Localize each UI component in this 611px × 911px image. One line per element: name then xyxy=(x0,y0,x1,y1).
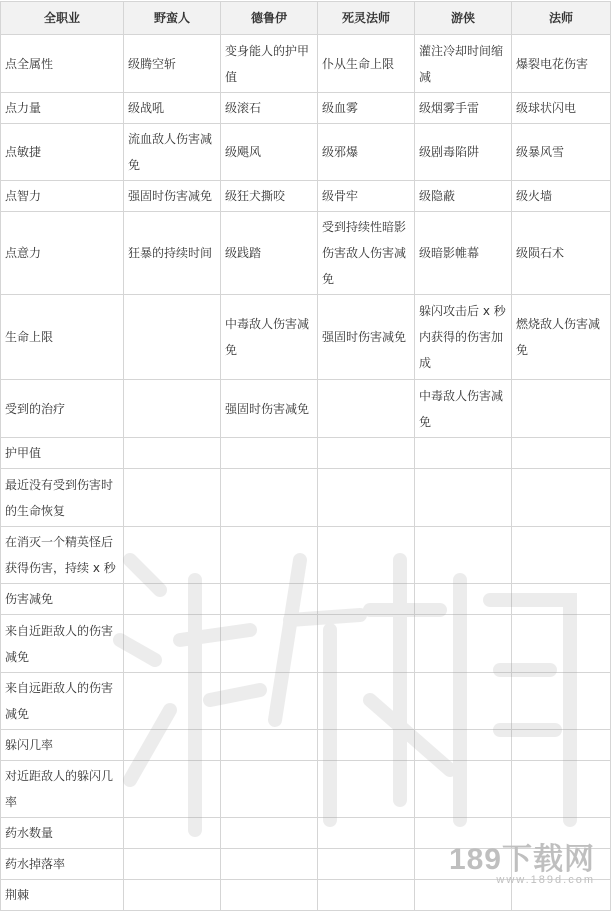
cell-necromancer: 仆从生命上限 xyxy=(318,35,415,93)
cell-rogue: 级烟雾手雷 xyxy=(415,93,512,124)
cell-barbarian xyxy=(124,761,221,818)
cell-sorcerer: 级陨石术 xyxy=(512,212,611,295)
cell-druid: 级飓风 xyxy=(221,124,318,181)
cell-barbarian xyxy=(124,295,221,380)
cell-necromancer: 受到持续性暗影伤害敌人伤害减免 xyxy=(318,212,415,295)
cell-sorcerer: 级球状闪电 xyxy=(512,93,611,124)
cell-rogue: 级隐蔽 xyxy=(415,181,512,212)
table-row xyxy=(1,438,611,469)
cell-barbarian: 强固时伤害减免 xyxy=(124,181,221,212)
header-rogue: 游侠 xyxy=(415,2,512,35)
cell-sorcerer xyxy=(512,438,611,469)
cell-druid xyxy=(221,673,318,730)
table-body xyxy=(1,35,611,911)
cell-sorcerer xyxy=(512,615,611,673)
cell-attribute: 点力量 xyxy=(1,93,124,124)
cell-barbarian xyxy=(124,469,221,527)
cell-druid: 变身能人的护甲值 xyxy=(221,35,318,93)
cell-druid xyxy=(221,730,318,761)
cell-rogue: 中毒敌人伤害减免 xyxy=(415,380,512,438)
cell-necromancer xyxy=(318,527,415,584)
cell-necromancer: 级邪爆 xyxy=(318,124,415,181)
cell-necromancer xyxy=(318,818,415,849)
cell-necromancer xyxy=(318,438,415,469)
cell-sorcerer: 级火墙 xyxy=(512,181,611,212)
watermark-brand: 189下载网 xyxy=(448,843,595,876)
cell-rogue xyxy=(415,438,512,469)
cell-attribute: 对近距敌人的躲闪几率 xyxy=(1,761,124,818)
cell-necromancer xyxy=(318,761,415,818)
cell-druid xyxy=(221,615,318,673)
cell-sorcerer: 级暴风雪 xyxy=(512,124,611,181)
table-row xyxy=(1,35,611,93)
cell-necromancer xyxy=(318,615,415,673)
cell-sorcerer xyxy=(512,880,611,911)
cell-rogue: 级暗影帷幕 xyxy=(415,212,512,295)
cell-attribute: 来自近距敌人的伤害减免 xyxy=(1,615,124,673)
header-druid: 德鲁伊 xyxy=(221,2,318,35)
cell-rogue xyxy=(415,730,512,761)
cell-sorcerer xyxy=(512,818,611,849)
table-row xyxy=(1,584,611,615)
cell-attribute: 点全属性 xyxy=(1,35,124,93)
cell-attribute: 伤害减免 xyxy=(1,584,124,615)
table-row xyxy=(1,295,611,380)
cell-sorcerer xyxy=(512,380,611,438)
cell-druid xyxy=(221,469,318,527)
cell-attribute: 荆棘 xyxy=(1,880,124,911)
cell-barbarian xyxy=(124,615,221,673)
cell-attribute: 躲闪几率 xyxy=(1,730,124,761)
cell-sorcerer: 爆裂电花伤害 xyxy=(512,35,611,93)
table-header xyxy=(1,2,611,35)
cell-sorcerer xyxy=(512,849,611,880)
cell-attribute: 药水掉落率 xyxy=(1,849,124,880)
header-sorcerer: 法师 xyxy=(512,2,611,35)
cell-rogue: 躲闪攻击后 x 秒内获得的伤害加成 xyxy=(415,295,512,380)
cell-attribute: 生命上限 xyxy=(1,295,124,380)
table-row xyxy=(1,527,611,584)
table-row xyxy=(1,818,611,849)
cell-attribute: 点意力 xyxy=(1,212,124,295)
header-barbarian: 野蛮人 xyxy=(124,2,221,35)
cell-necromancer xyxy=(318,730,415,761)
cell-sorcerer xyxy=(512,730,611,761)
table-row xyxy=(1,469,611,527)
cell-barbarian xyxy=(124,380,221,438)
cell-necromancer xyxy=(318,584,415,615)
cell-necromancer xyxy=(318,880,415,911)
table-row xyxy=(1,181,611,212)
cell-druid: 级狂犬撕咬 xyxy=(221,181,318,212)
cell-necromancer xyxy=(318,849,415,880)
cell-barbarian: 级腾空斩 xyxy=(124,35,221,93)
cell-barbarian xyxy=(124,849,221,880)
cell-rogue xyxy=(415,584,512,615)
cell-attribute: 点敏捷 xyxy=(1,124,124,181)
cell-barbarian xyxy=(124,673,221,730)
cell-rogue xyxy=(415,673,512,730)
cell-attribute: 在消灭一个精英怪后获得伤害，持续 x 秒 xyxy=(1,527,124,584)
cell-necromancer xyxy=(318,469,415,527)
cell-barbarian xyxy=(124,584,221,615)
cell-druid: 级滚石 xyxy=(221,93,318,124)
header-all-classes: 全职业 xyxy=(1,2,124,35)
cell-necromancer: 级骨牢 xyxy=(318,181,415,212)
cell-druid xyxy=(221,849,318,880)
cell-druid xyxy=(221,527,318,584)
cell-rogue: 级剧毒陷阱 xyxy=(415,124,512,181)
cell-attribute: 护甲值 xyxy=(1,438,124,469)
header-necromancer: 死灵法师 xyxy=(318,2,415,35)
cell-barbarian: 狂暴的持续时间 xyxy=(124,212,221,295)
cell-rogue xyxy=(415,880,512,911)
cell-barbarian xyxy=(124,880,221,911)
header-row xyxy=(1,2,611,35)
cell-barbarian xyxy=(124,438,221,469)
cell-rogue xyxy=(415,469,512,527)
cell-druid: 强固时伤害减免 xyxy=(221,380,318,438)
cell-druid xyxy=(221,818,318,849)
cell-attribute: 点智力 xyxy=(1,181,124,212)
cell-druid: 级践踏 xyxy=(221,212,318,295)
watermark-url: www.189d.com xyxy=(496,874,595,886)
table-row xyxy=(1,124,611,181)
cell-barbarian xyxy=(124,818,221,849)
cell-druid xyxy=(221,761,318,818)
table-row xyxy=(1,761,611,818)
table-row xyxy=(1,849,611,880)
table-row xyxy=(1,730,611,761)
class-attribute-table xyxy=(0,1,611,911)
cell-rogue: 灌注冷却时间缩减 xyxy=(415,35,512,93)
cell-sorcerer xyxy=(512,584,611,615)
cell-rogue xyxy=(415,761,512,818)
cell-attribute: 药水数量 xyxy=(1,818,124,849)
cell-rogue xyxy=(415,527,512,584)
cell-barbarian xyxy=(124,730,221,761)
cell-attribute: 受到的治疗 xyxy=(1,380,124,438)
cell-druid: 中毒敌人伤害减免 xyxy=(221,295,318,380)
cell-attribute: 来自远距敌人的伤害减免 xyxy=(1,673,124,730)
cell-necromancer: 强固时伤害减免 xyxy=(318,295,415,380)
cell-necromancer xyxy=(318,380,415,438)
cell-druid xyxy=(221,584,318,615)
table-row xyxy=(1,380,611,438)
cell-barbarian: 级战吼 xyxy=(124,93,221,124)
cell-sorcerer xyxy=(512,527,611,584)
cell-sorcerer xyxy=(512,673,611,730)
cell-necromancer: 级血雾 xyxy=(318,93,415,124)
cell-rogue xyxy=(415,849,512,880)
cell-sorcerer xyxy=(512,761,611,818)
cell-barbarian xyxy=(124,527,221,584)
cell-sorcerer xyxy=(512,469,611,527)
table-row xyxy=(1,673,611,730)
cell-sorcerer: 燃烧敌人伤害减免 xyxy=(512,295,611,380)
cell-rogue xyxy=(415,818,512,849)
cell-attribute: 最近没有受到伤害时的生命恢复 xyxy=(1,469,124,527)
table-row xyxy=(1,93,611,124)
table-row xyxy=(1,615,611,673)
cell-druid xyxy=(221,438,318,469)
cell-rogue xyxy=(415,615,512,673)
table-row xyxy=(1,212,611,295)
table-row xyxy=(1,880,611,911)
cell-druid xyxy=(221,880,318,911)
cell-necromancer xyxy=(318,673,415,730)
cell-barbarian: 流血敌人伤害减免 xyxy=(124,124,221,181)
